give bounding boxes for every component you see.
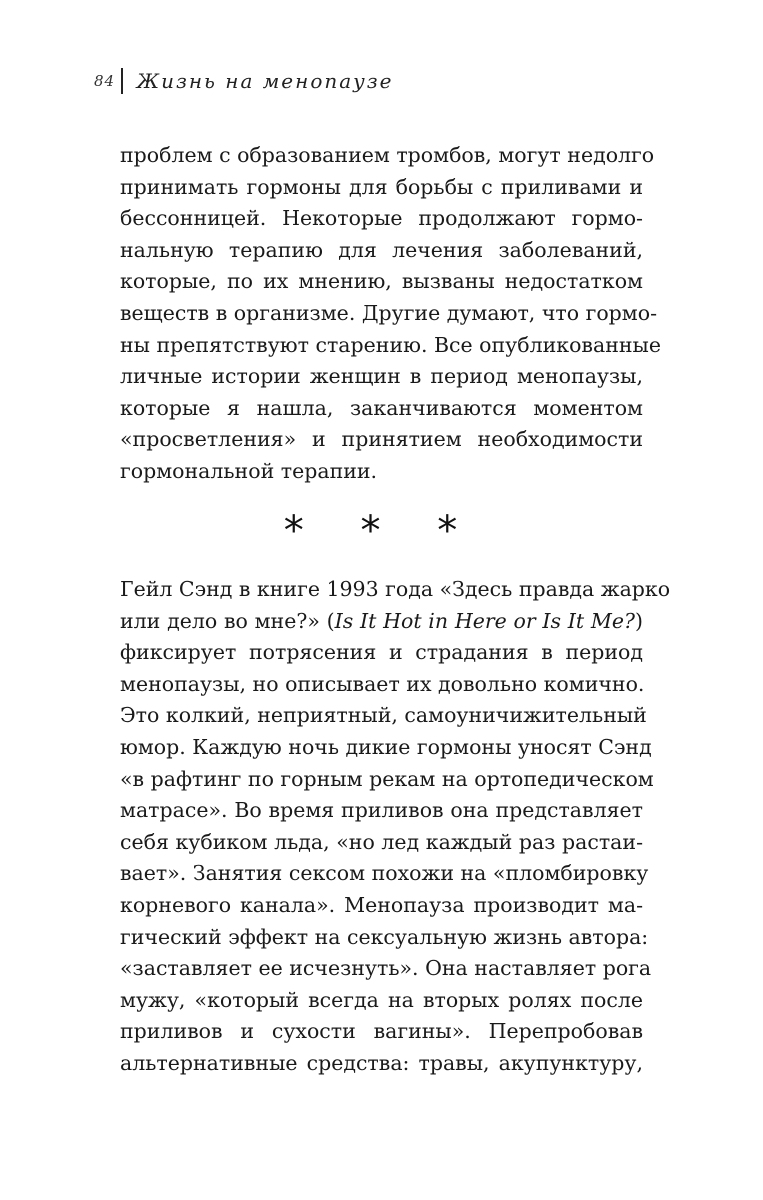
text-line: фиксирует потрясения и страдания в период — [120, 640, 643, 665]
text-line: себя кубиком льда, «но лед каждый раз растаи- — [120, 829, 643, 854]
text-line: Гейл Сэнд в книге 1993 года «Здесь правда жарко — [120, 577, 671, 601]
page-number: 84 — [94, 72, 116, 90]
section-break-asterisks: * * * — [283, 508, 480, 554]
text-line: матрасе». Во время приливов она представляет — [120, 798, 643, 823]
text-line: гормональной терапии. — [120, 458, 378, 483]
text-line: «в рафтинг по горным рекам на ортопедическом — [120, 766, 654, 791]
paragraph-continuation — [120, 140, 661, 488]
text-line: «заставляет ее исчезнуть». Она наставляет рога — [120, 956, 652, 981]
text-line: менопаузы, но описывает их довольно комично. — [120, 671, 645, 696]
text-line: корневого канала». Менопауза производит ма- — [120, 892, 643, 917]
text-line: Это колкий, неприятный, самоуничижительный — [120, 703, 647, 728]
running-header — [94, 66, 394, 96]
text-fragment: ) — [635, 608, 643, 633]
text-line: юмор. Каждую ночь дикие гормоны уносят Сэнд — [120, 734, 652, 759]
text-line: «просветления» и принятием необходимости — [120, 427, 643, 452]
text-line: принимать гормоны для борьбы с приливами и — [120, 174, 643, 199]
text-line: вает». Занятия сексом похожи на «пломбировку — [120, 861, 649, 886]
text-line: веществ в организме. Другие думают, что гормо- — [120, 300, 657, 325]
text-line-with-title — [120, 606, 643, 638]
text-line: гический эффект на сексуальную жизнь автора: — [120, 924, 649, 949]
text-line: проблем с образованием тромбов, могут недолго — [120, 143, 655, 167]
text-line: личные истории женщин в период менопаузы, — [120, 364, 643, 389]
text-line: мужу, «который всегда на вторых ролях после — [120, 987, 643, 1012]
text-line: альтернативные средства: травы, акупунктуру, — [120, 1050, 643, 1075]
header-divider — [121, 68, 123, 94]
text-line: приливов и сухости вагины». Перепробовав — [120, 1019, 643, 1044]
text-line: которые я нашла, заканчиваются моментом — [120, 395, 643, 420]
running-title: Жизнь на менопаузе — [136, 69, 394, 93]
text-fragment: или дело во мне?» ( — [120, 608, 335, 633]
text-line: которые, по их мнению, вызваны недостатком — [120, 269, 643, 294]
text-line: бессонницей. Некоторые продолжают гормо- — [120, 206, 643, 231]
book-title-english: Is It Hot in Here or Is It Me? — [334, 608, 635, 633]
paragraph-gail-sand — [120, 574, 671, 1080]
text-line: нальную терапию для лечения заболеваний, — [120, 237, 643, 262]
text-line: ны препятствуют старению. Все опубликованные — [120, 332, 661, 357]
